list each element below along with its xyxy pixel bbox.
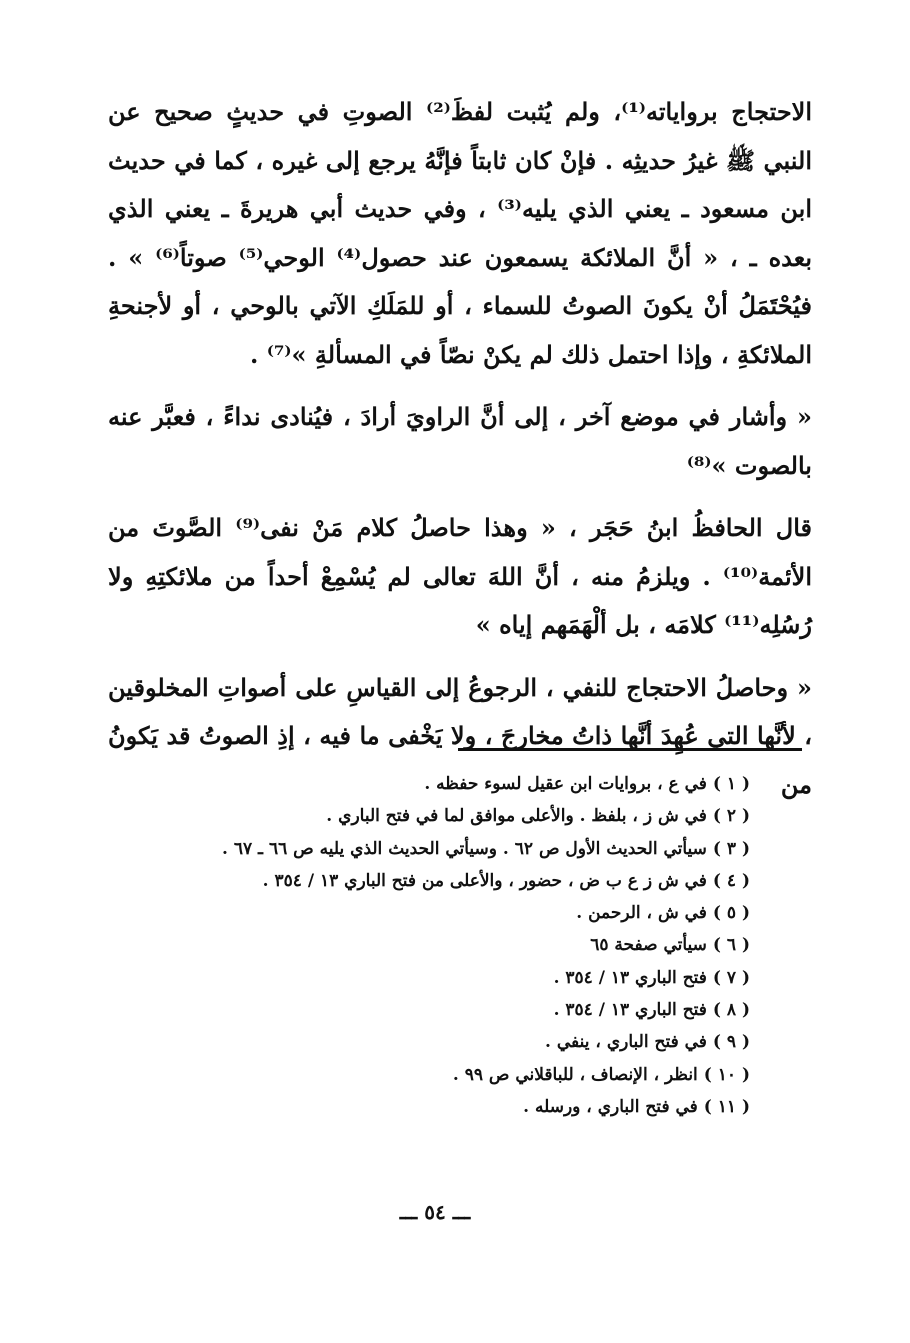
footnote-2 bbox=[150, 800, 750, 832]
footnote-text: فتح الباري ١٣ / ٣٥٤ . bbox=[553, 967, 707, 988]
footnote-text: سيأتي الحديث الأول ص ٦٢ . وسيأتي الحديث الذي يليه ص ٦٦ ـ ٦٧ . bbox=[222, 838, 707, 859]
footnote-separator bbox=[458, 748, 802, 751]
footnote-number: ( ٨ ) bbox=[712, 1000, 750, 1021]
page-number: ـــ ٥٤ ـــ bbox=[399, 1200, 471, 1224]
footnote-number: ( ٩ ) bbox=[712, 1032, 750, 1053]
footnote-4 bbox=[150, 865, 750, 897]
footnote-text: انظر ، الإنصاف ، للباقلاني ص ٩٩ . bbox=[452, 1064, 698, 1085]
footnote-number: ( ٢ ) bbox=[712, 806, 750, 827]
footnote-text: سيأتي صفحة ٦٥ bbox=[590, 935, 707, 956]
footnote-number: ( ٧ ) bbox=[712, 967, 750, 988]
footnote-9 bbox=[150, 1026, 750, 1058]
paragraph-4: « وحاصلُ الاحتجاج للنفي ، الرجوعُ إلى القياسِ على أصواتِ المخلوقين ، لأنَّها التي عُهِدَ أنَّها ذاتُ مخارجَ ، ولا يَخْفى ما فيه ، إذِ الصوتُ قد يَكونُ من bbox=[108, 672, 812, 799]
footnote-text: في فتح الباري ، ينفي . bbox=[545, 1032, 707, 1053]
footnote-number: ( ١١ ) bbox=[703, 1096, 750, 1117]
footnote-number: ( ٥ ) bbox=[712, 903, 750, 924]
footnote-text: في ع ، بروايات ابن عقيل لسوء حفظه . bbox=[424, 774, 707, 794]
footnote-text: في فتح الباري ، ورسله . bbox=[523, 1096, 698, 1117]
footnote-5 bbox=[150, 897, 750, 929]
footnote-number: ( ٦ ) bbox=[712, 935, 750, 956]
footnote-number: ( ١ ) bbox=[712, 774, 750, 794]
footnotes-list bbox=[150, 768, 750, 1123]
footnote-7 bbox=[150, 962, 750, 994]
footnote-text: فتح الباري ١٣ / ٣٥٤ . bbox=[553, 1000, 707, 1021]
footnote-6 bbox=[150, 929, 750, 961]
main-text bbox=[108, 88, 812, 809]
footnote-number: ( ٣ ) bbox=[712, 838, 750, 859]
footnote-1 bbox=[150, 768, 750, 800]
footnote-number: ( ٤ ) bbox=[712, 870, 750, 891]
footnote-text: في ش ز ع ب ض ، حضور ، والأعلى من فتح الباري ١٣ / ٣٥٤ . bbox=[262, 870, 707, 891]
paragraph-2: « وأشار في موضع آخر ، إلى أنَّ الراويَ أرادَ ، فيُنادى نداءً ، فعبَّر عنه بالصوت »⁽⁸⁾ bbox=[108, 402, 813, 480]
footnote-3 bbox=[150, 833, 750, 865]
footnote-10 bbox=[150, 1059, 750, 1091]
footnote-11 bbox=[150, 1091, 750, 1123]
paragraph-3: قال الحافظُ ابنُ حَجَر ، « وهذا حاصلُ كلام مَنْ نفى⁽⁹⁾ الصَّوتَ من الأئمة⁽¹⁰⁾ . ويلزمُ منه ، أنَّ اللهَ تعالى لم يُسْمِعْ أحداً من ملائكتِهِ ولا رُسُلِه⁽¹¹⁾ كلامَه ، بل ألْهَمَهم إياه » bbox=[108, 513, 812, 639]
footnote-8 bbox=[150, 994, 750, 1026]
paragraph-1: الاحتجاج برواياته⁽¹⁾، ولم يُثبت لفظَ⁽²⁾ الصوتِ في حديثٍ صحيح عن النبي ﷺ غيرُ حديثِه . فإنْ كان ثابتاً فإنَّهُ يرجع إلى غيره ، كما في حديث ابن مسعود ـ يعني الذي يليه⁽³⁾ ، وفي حديث أبي هريرةَ ـ يعني الذي بعده ـ ، « أنَّ الملائكة يسمعون عند حصول⁽⁴⁾ الوحي⁽⁵⁾ صوتاً⁽⁶⁾ » . فيُحْتَمَلُ أنْ يكونَ الصوتُ للسماء ، أو للمَلَكِ الآتي بالوحي ، أو لأجنحةِ الملائكةِ ، وإذا احتمل ذلك لم يكنْ نصّاً في المسألةِ »⁽⁷⁾ . bbox=[108, 97, 813, 369]
footnote-text: في ش ، الرحمن . bbox=[576, 903, 707, 924]
footnote-number: ( ١٠ ) bbox=[703, 1064, 750, 1085]
footnote-text: في ش ز ، بلفظ . والأعلى موافق لما في فتح الباري . bbox=[326, 806, 707, 827]
